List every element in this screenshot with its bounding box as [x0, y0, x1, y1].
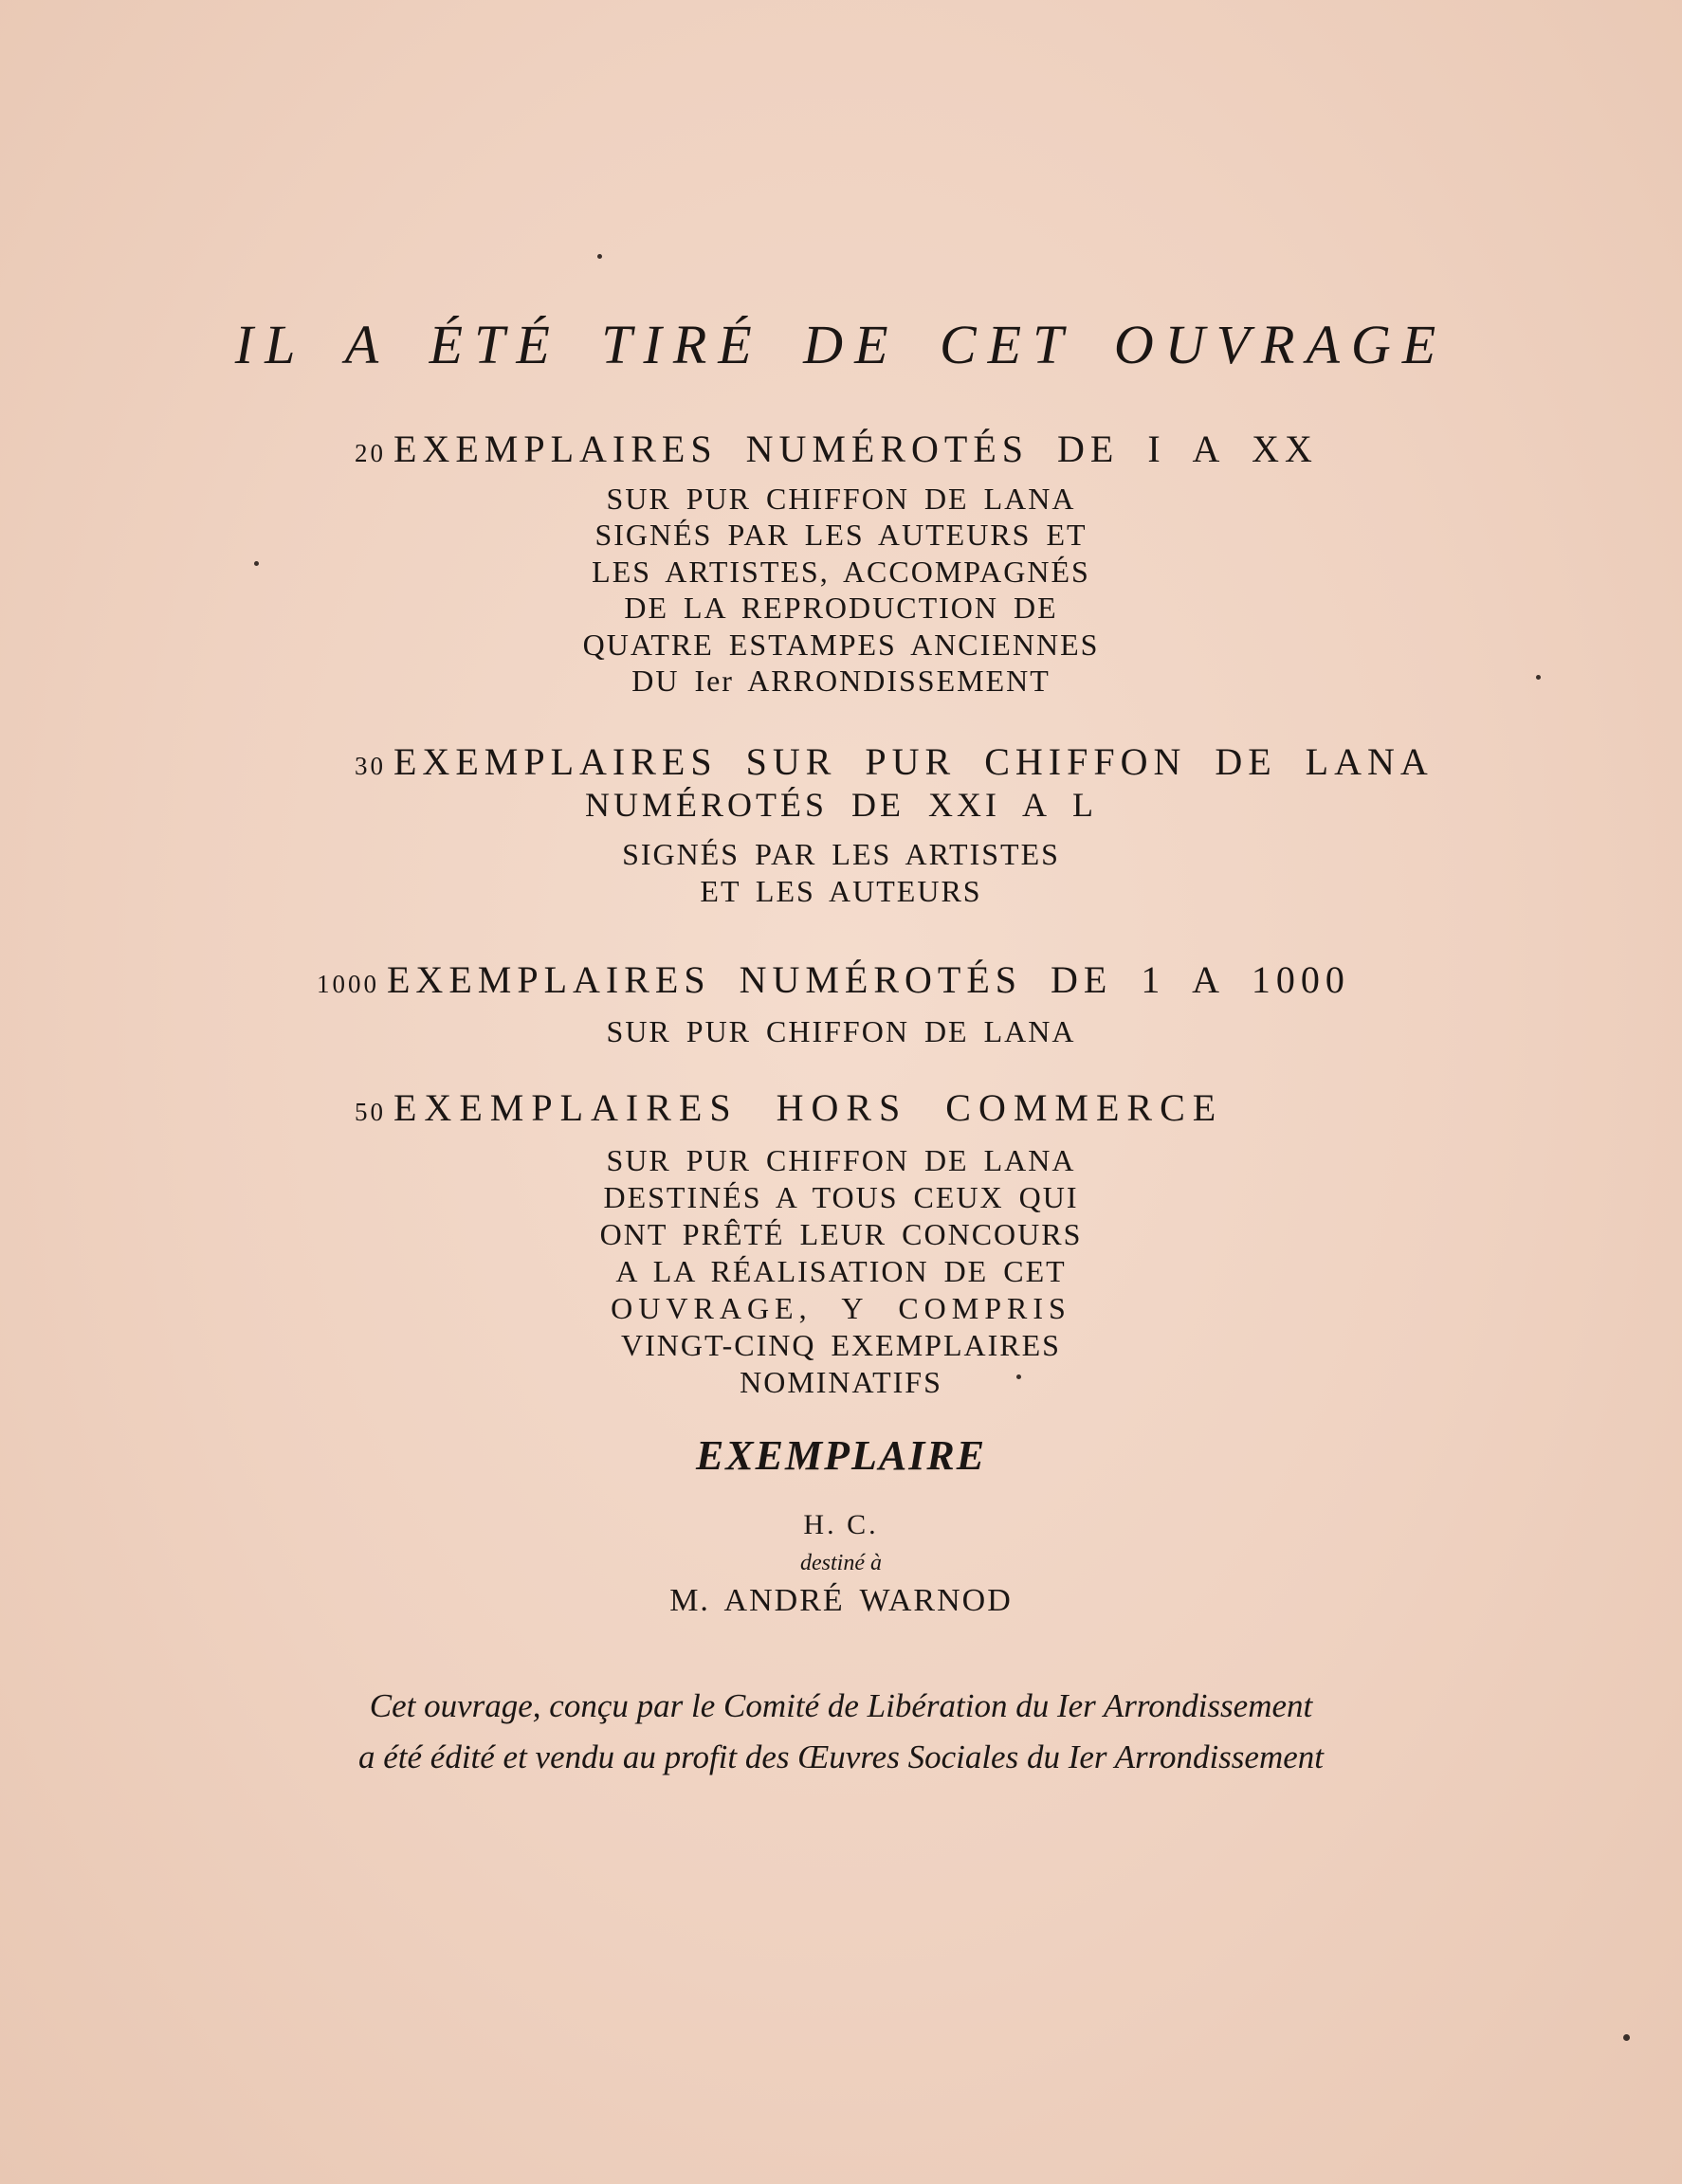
copy-recipient: M. ANDRÉ WARNOD: [669, 1583, 1013, 1618]
edition-1-detail: DU Ier ARRONDISSEMENT: [631, 664, 1051, 698]
edition-2-subheading: NUMÉROTÉS DE XXI A L: [585, 786, 1097, 824]
edition-3-heading-text: EXEMPLAIRES NUMÉROTÉS DE 1 A 1000: [387, 958, 1350, 1001]
copy-destined: destiné à: [800, 1551, 882, 1575]
edition-4-detail: DESTINÉS A TOUS CEUX QUI: [603, 1180, 1079, 1214]
edition-4-detail: SUR PUR CHIFFON DE LANA: [606, 1143, 1076, 1177]
edition-1-count: 20: [355, 439, 386, 467]
edition-2-heading: [355, 739, 1434, 784]
edition-1-detail: LES ARTISTES, ACCOMPAGNÉS: [592, 555, 1090, 589]
footer-line: Cet ouvrage, conçu par le Comité de Libération du Ier Arrondissement: [369, 1687, 1313, 1724]
edition-3-heading: [317, 957, 1350, 1002]
edition-1-detail: QUATRE ESTAMPES ANCIENNES: [582, 628, 1100, 662]
edition-1-detail: DE LA REPRODUCTION DE: [624, 591, 1058, 625]
edition-4-heading-text: EXEMPLAIRES HORS COMMERCE: [393, 1086, 1224, 1129]
edition-1-heading-text: EXEMPLAIRES NUMÉROTÉS DE I A XX: [393, 428, 1318, 470]
edition-4-detail: VINGT-CINQ EXEMPLAIRES: [621, 1328, 1061, 1362]
edition-4-detail: ONT PRÊTÉ LEUR CONCOURS: [599, 1217, 1083, 1251]
edition-1-detail: SIGNÉS PAR LES AUTEURS ET: [594, 518, 1088, 552]
edition-1-detail: SUR PUR CHIFFON DE LANA: [606, 482, 1076, 516]
page-title: IL A ÉTÉ TIRÉ DE CET OUVRAGE: [234, 314, 1448, 375]
edition-4-detail: NOMINATIFS: [740, 1365, 942, 1399]
edition-3-detail: SUR PUR CHIFFON DE LANA: [606, 1014, 1076, 1048]
edition-2-heading-text: EXEMPLAIRES SUR PUR CHIFFON DE LANA: [393, 740, 1434, 783]
copy-label: EXEMPLAIRE: [695, 1432, 987, 1479]
edition-2-detail: ET LES AUTEURS: [700, 874, 982, 908]
edition-4-heading: [355, 1085, 1223, 1130]
edition-4-detail: A LA RÉALISATION DE CET: [615, 1254, 1067, 1288]
edition-2-detail: SIGNÉS PAR LES ARTISTES: [622, 837, 1060, 871]
paper-speck: [597, 254, 602, 259]
edition-1-heading: [355, 427, 1318, 471]
edition-4-detail: OUVRAGE, Y COMPRIS: [611, 1291, 1071, 1325]
edition-3-count: 1000: [317, 970, 379, 998]
edition-4-count: 50: [355, 1098, 386, 1126]
copy-type: H. C.: [803, 1509, 879, 1540]
paper-speck: [1016, 1374, 1021, 1379]
paper-speck: [1623, 2034, 1630, 2041]
paper-speck: [1536, 675, 1541, 680]
paper-speck: [254, 561, 259, 566]
edition-2-count: 30: [355, 752, 386, 780]
footer-line: a été édité et vendu au profit des Œuvres Sociales du Ier Arrondissement: [357, 1738, 1324, 1775]
